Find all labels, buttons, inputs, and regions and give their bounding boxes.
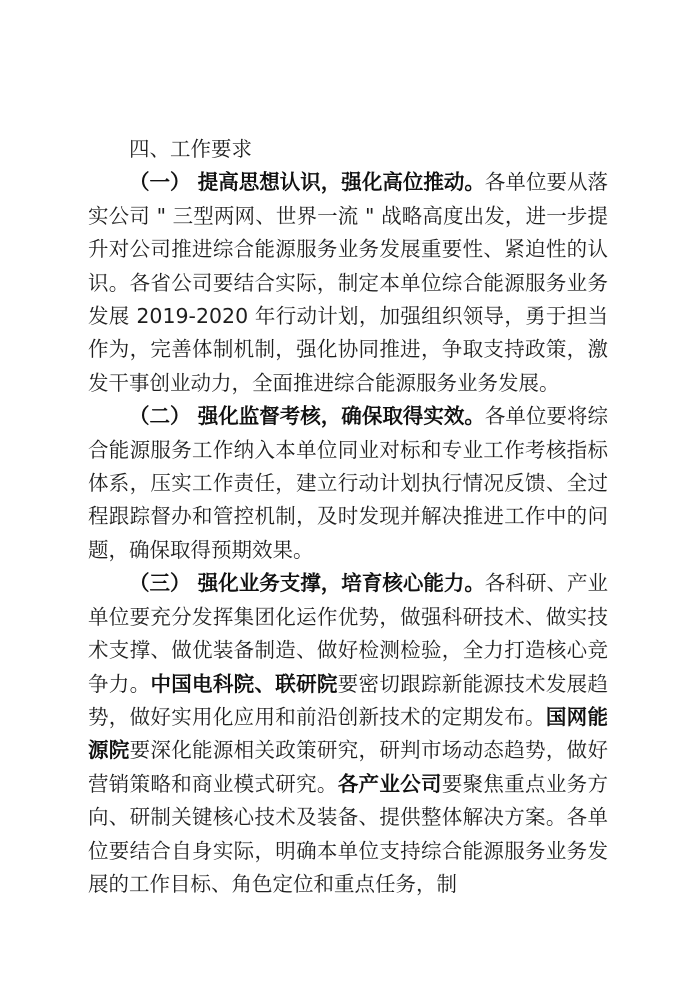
provision-2-body: 各单位要将综合能源服务工作纳入本单位同业对标和专业工作考核指标体系，压实工作责任，建立行动计划执行情况反馈、全过程跟踪督办和管控机制，及时发现并解决推进工作中的问题，确保取得预期效果。 [88, 404, 608, 562]
paragraph-provision-3 [88, 567, 608, 901]
org-name-sgcc-energy-institute: 国网能源院 [88, 704, 608, 763]
provision-3-body-4: 要聚焦重点业务方向、研制关键核心技术及装备、提供整体解决方案。各单位要结合自身实际，明确本单位支持综合能源服务业务发展的工作目标、角色定位和重点任务，制 [88, 771, 608, 896]
provision-1-body: 各单位要从落实公司 " 三型两网、世界一流 " 战略高度出发，进一步提升对公司推进综合能源服务业务发展重要性、紧迫性的认识。各省公司要结合实际，制定本单位综合能源服务业务发展 2019-2020 年行动计划，加强组织领导，勇于担当作为，完善体制机制，强化协同推进，争取支持政策，激发干事创业动力，全面推进综合能源服务业务发展。 [88, 170, 608, 395]
document-page [88, 133, 608, 901]
org-name-industrial-companies: 各产业公司 [337, 771, 442, 796]
provision-3-lead: （三） 强化业务支撑，培育核心能力。 [129, 571, 485, 596]
section-heading: 四、工作要求 [129, 137, 252, 161]
provision-3-body-1: 各科研、产业单位要充分发挥集团化运作优势，做强科研技术、做实技术支撑、做优装备制造、做好检测检验，全力打造核心竞争力。 [88, 571, 608, 696]
provision-3-body-3: 要深化能源相关政策研究，研判市场动态趋势，做好营销策略和商业模式研究。 [88, 738, 608, 796]
provision-3-body-2: 要密切跟踪新能源技术发展趋势，做好实用化应用和前沿创新技术的定期发布。 [88, 671, 608, 729]
paragraph-provision-2 [88, 400, 608, 567]
paragraph-provision-1 [88, 166, 608, 400]
org-name-cepri-lianyan: 中国电科院、联研院 [150, 671, 338, 696]
provision-2-lead: （二） 强化监督考核，确保取得实效。 [129, 404, 485, 429]
provision-1-lead: （一） 提高思想认识，强化高位推动。 [129, 170, 485, 195]
